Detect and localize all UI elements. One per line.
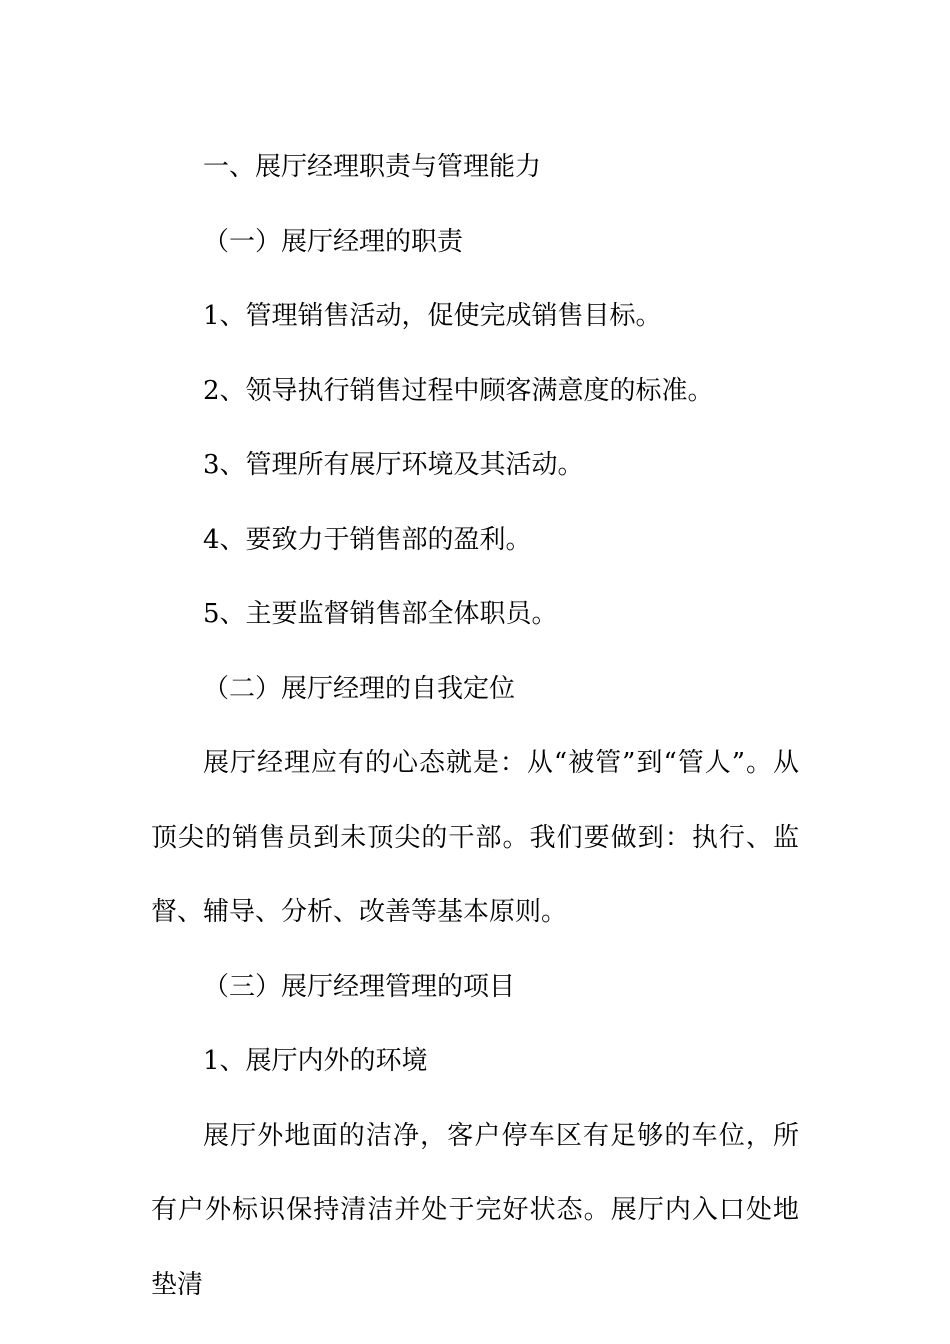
subsection-heading-duties: （一）展厅经理的职责	[203, 226, 464, 257]
subsection-heading-items: （三）展厅经理管理的项目	[203, 971, 516, 1002]
duty-item-3: 3、管理所有展厅环境及其活动。	[203, 450, 584, 480]
positioning-paragraph: 展厅经理应有的心态就是：从“被管”到“管人”。从顶尖的销售员到未顶尖的干部。我们要做到：执行、监督、辅导、分析、改善等基本原则。	[151, 748, 799, 927]
duty-item-5: 5、主要监督销售部全体职员。	[203, 599, 558, 629]
environment-paragraph: 展厅外地面的洁净，客户停车区有足够的车位，所有户外标识保持清洁并处于完好状态。展厅内入口处地垫清	[151, 1120, 799, 1300]
subsection-heading-positioning: （二）展厅经理的自我定位	[203, 673, 516, 704]
section-heading: 一、展厅经理职责与管理能力	[203, 152, 542, 182]
document-body	[151, 130, 799, 1322]
item-heading-environment: 1、展厅内外的环境	[203, 1046, 428, 1076]
duty-item-1: 1、管理销售活动，促使完成销售目标。	[203, 301, 662, 331]
duty-item-4: 4、要致力于销售部的盈利。	[203, 524, 532, 555]
duty-item-2: 2、领导执行销售过程中顾客满意度的标准。	[203, 375, 714, 406]
